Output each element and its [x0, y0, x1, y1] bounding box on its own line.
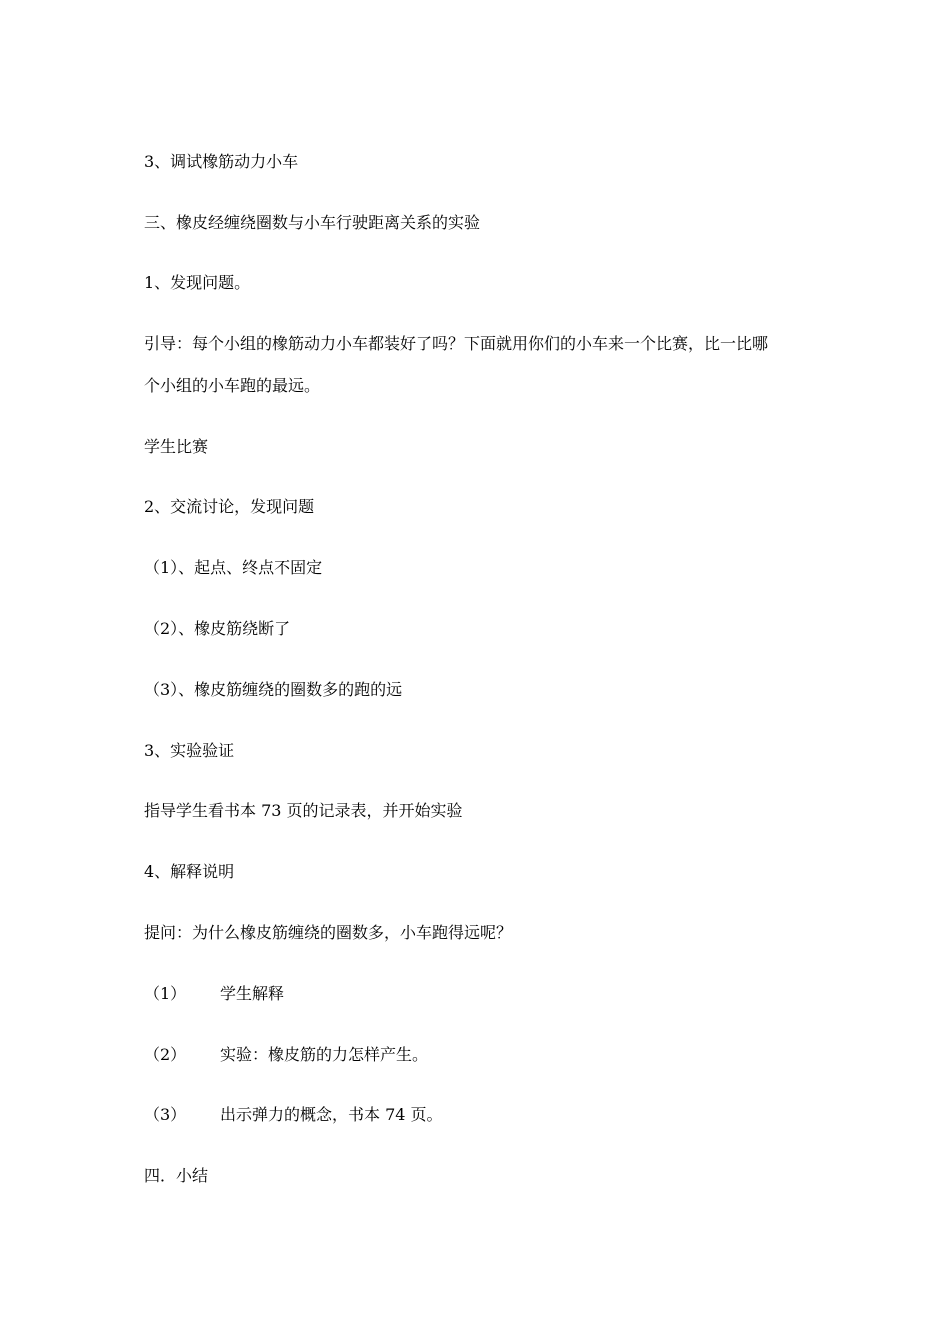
explanation-item — [144, 1105, 443, 1125]
explanation-number: （2） — [144, 1045, 187, 1064]
explanation-item — [144, 1045, 428, 1065]
experiment-instruction: 指导学生看书本 73 页的记录表，并开始实验 — [144, 801, 463, 820]
step-4-heading: 4、解释说明 — [144, 862, 235, 881]
explanation-text: 学生解释 — [220, 984, 285, 1003]
step-3-heading: 3、调试橡筋动力小车 — [144, 152, 299, 171]
problem-item-2: （2）、橡皮筋绕断了 — [144, 619, 291, 638]
guide-paragraph-line-2: 个小组的小车跑的最远。 — [144, 376, 321, 395]
step-1-heading: 1、发现问题。 — [144, 273, 251, 292]
question-text: 提问：为什么橡皮筋缠绕的圈数多，小车跑得远呢？ — [144, 923, 513, 942]
problem-item-1: （1）、起点、终点不固定 — [144, 558, 323, 577]
student-competition-text: 学生比赛 — [144, 437, 209, 456]
explanation-item — [144, 984, 284, 1004]
problem-item-3: （3）、橡皮筋缠绕的圈数多的跑的远 — [144, 680, 403, 699]
explanation-text: 出示弹力的概念，书本 74 页。 — [220, 1105, 443, 1124]
summary-heading: 四．小结 — [144, 1166, 209, 1185]
explanation-number: （1） — [144, 984, 187, 1003]
guide-paragraph-line-1: 引导：每个小组的橡筋动力小车都装好了吗？下面就用你们的小车来一个比赛，比一比哪 — [144, 334, 769, 353]
explanation-number: （3） — [144, 1105, 187, 1124]
section-3-title: 三、橡皮经缠绕圈数与小车行驶距离关系的实验 — [144, 213, 481, 232]
explanation-text: 实验：橡皮筋的力怎样产生。 — [220, 1045, 429, 1064]
step-3-verify-heading: 3、实验验证 — [144, 741, 235, 760]
step-2-heading: 2、交流讨论，发现问题 — [144, 497, 315, 516]
